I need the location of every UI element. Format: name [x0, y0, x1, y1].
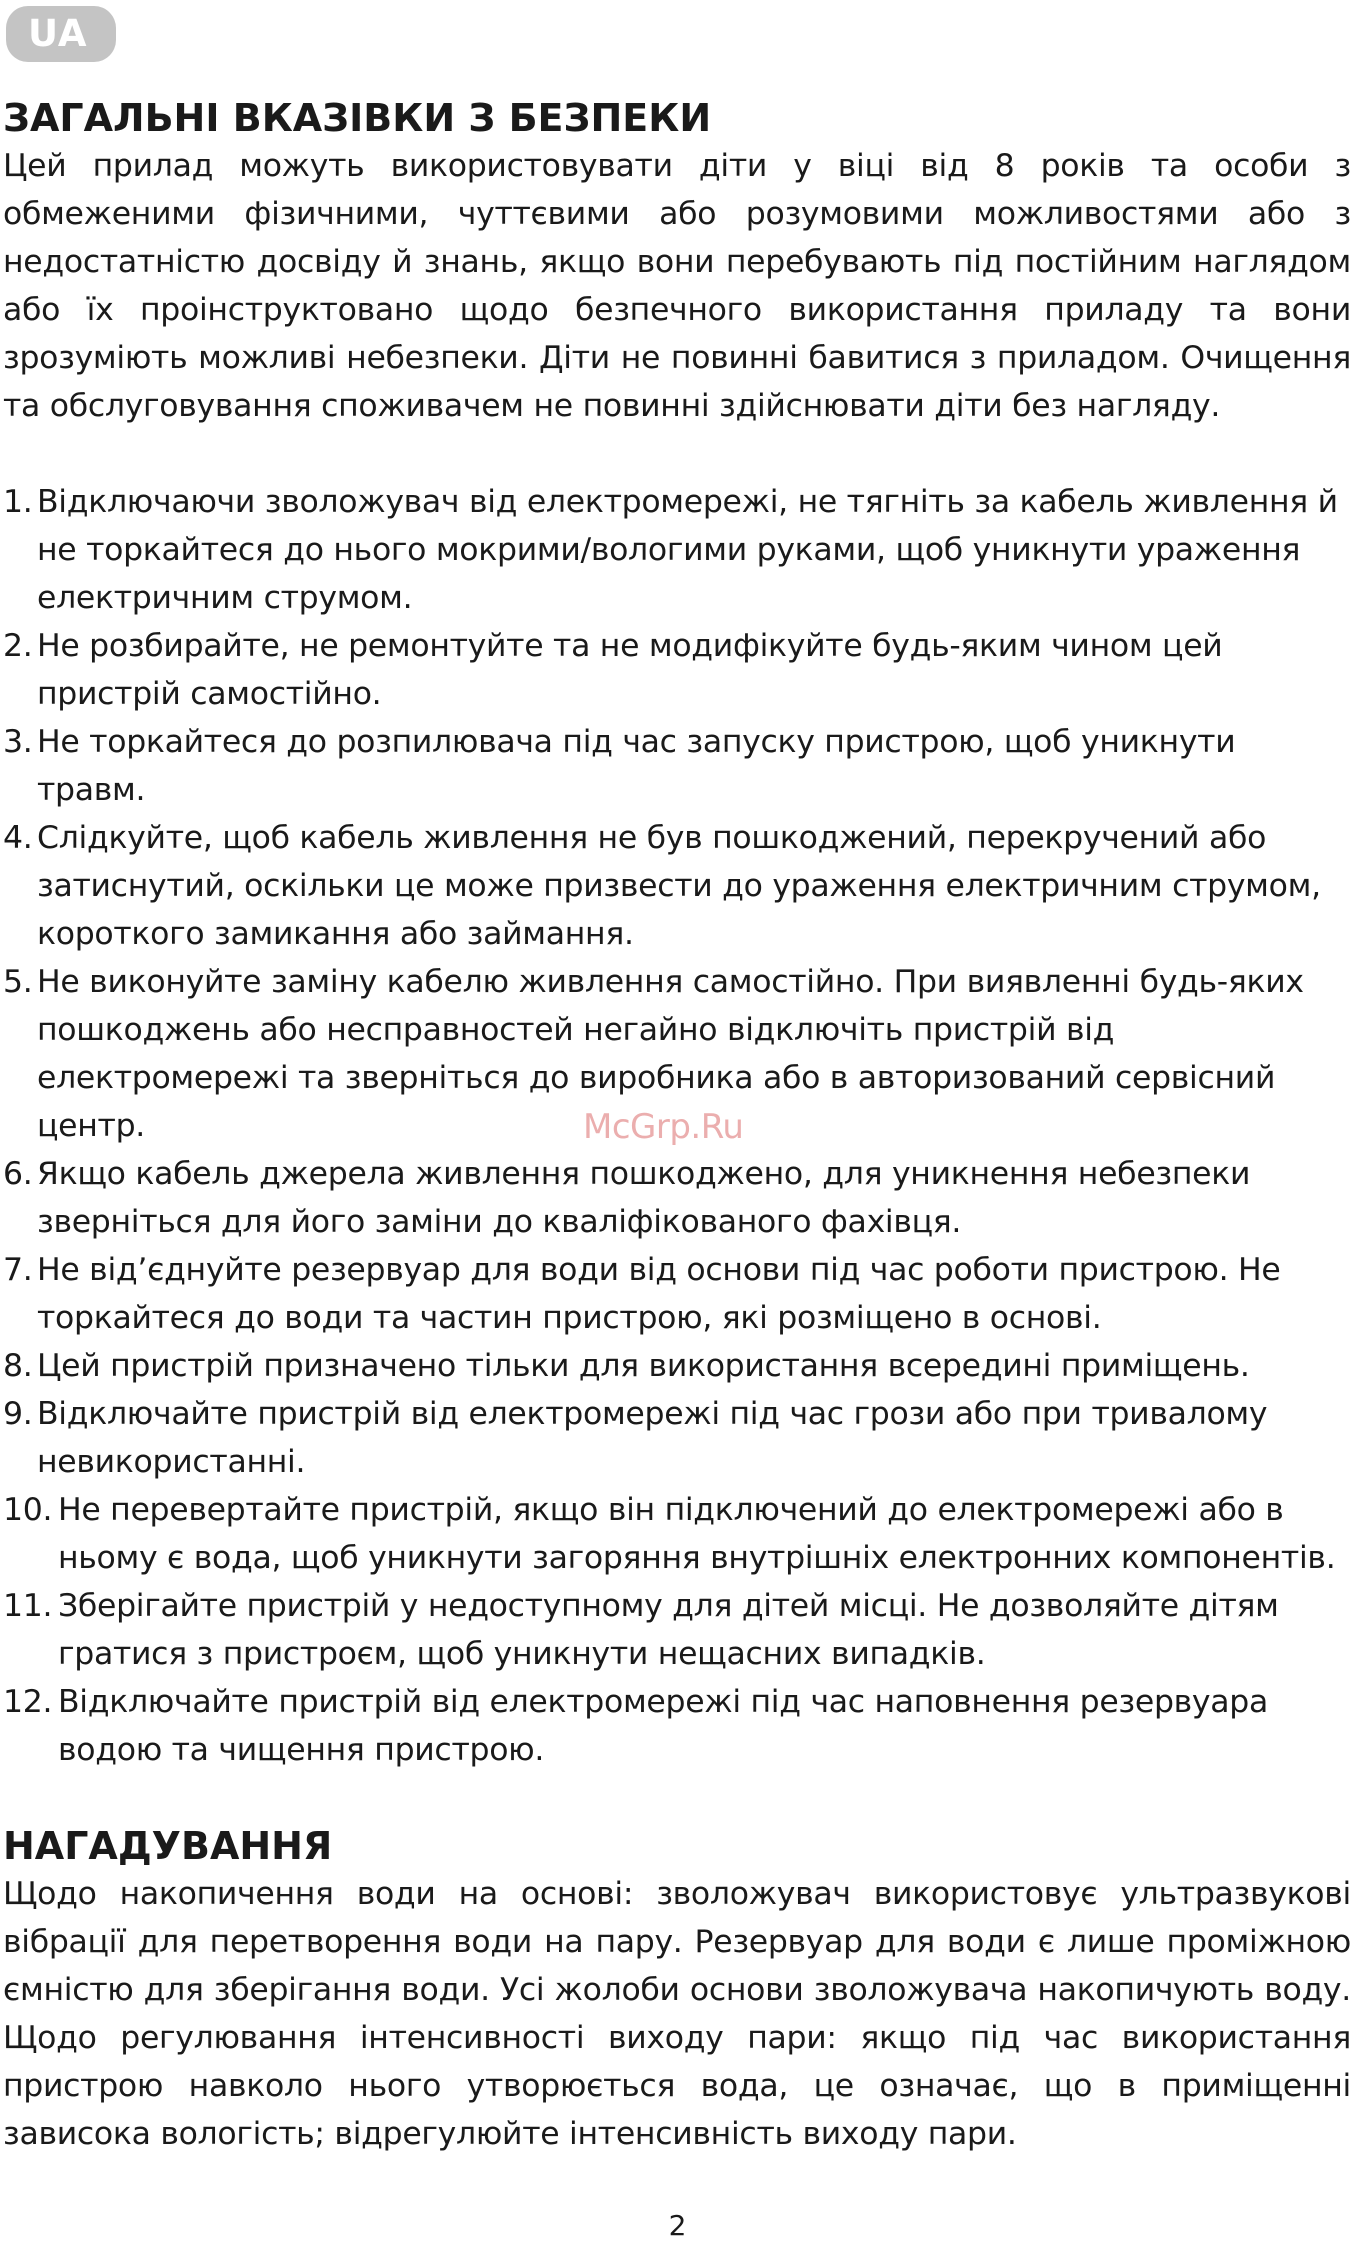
- reminder-title: НАГАДУВАННЯ: [3, 1824, 333, 1868]
- language-badge: UA: [6, 6, 116, 62]
- list-item: 2. Не розбирайте, не ремонтуйте та не модифікуйте будь-яким чином цей пристрій самостійно.: [3, 628, 1223, 712]
- page-number: 2: [668, 2209, 687, 2242]
- list-item: 6. Якщо кабель джерела живлення пошкоджено, для уникнення небезпеки зверніться для його заміни до кваліфікованого фахівця.: [3, 1156, 1251, 1240]
- list-item: 8. Цей пристрій призначено тільки для використання всередині приміщень.: [3, 1348, 1250, 1384]
- list-item: 7. Не від’єднуйте резервуар для води від основи під час роботи пристрою. Не торкайтеся до води та частин пристрою, які розміщено в основі.: [3, 1252, 1281, 1336]
- list-item: 4. Слідкуйте, щоб кабель живлення не був пошкоджений, перекручений або затиснутий, оскільки це може призвести до ураження електричним струмом, короткого замикання або займання.: [3, 820, 1321, 952]
- list-item: 12. Відключайте пристрій від електромережі під час наповнення резервуара водою та чищення пристрою.: [3, 1684, 1268, 1768]
- list-item: 5. Не виконуйте заміну кабелю живлення самостійно. При виявленні будь-яких пошкоджень або несправностей негайно відключіть пристрій від електромережі та зверніться до виробника або в авторизований сервісний центр.: [3, 964, 1304, 1144]
- list-item: 10. Не перевертайте пристрій, якщо він підключений до електромережі або в ньому є вода, щоб уникнути загоряння внутрішніх електронних компонентів.: [3, 1492, 1336, 1576]
- safety-intro: Цей прилад можуть використовувати діти у віці від 8 років та особи з обмеженими фізичними, чуттєвими або розумовими можливостями або з недостатністю досвіду й знань, якщо вони перебувають під постійним наглядом або їх проінструктовано щодо безпечного використання приладу та вони зрозуміють можливі небезпеки. Діти не повинні бавитися з приладом. Очищення та обслуговування споживачем не повинні здійснювати діти без нагляду.: [3, 148, 1351, 424]
- reminder-text: Щодо накопичення води на основі: зволожувач використовує ультразвукові вібрації для перетворення води на пару. Резервуар для води є лише проміжною ємністю для зберігання води. Усі жолоби основи зволожувача накопичують воду. Щодо регулювання інтенсивності виходу пари: якщо під час використання пристрою навколо нього утворюється вода, це означає, що в приміщенні зависока вологість; відрегулюйте інтенсивність виходу пари.: [3, 1876, 1351, 2152]
- list-item: 11. Зберігайте пристрій у недоступному для дітей місці. Не дозволяйте дітям гратися з пристроєм, щоб уникнути нещасних випадків.: [3, 1588, 1279, 1672]
- safety-title: ЗАГАЛЬНІ ВКАЗІВКИ З БЕЗПЕКИ: [3, 96, 712, 140]
- watermark: McGrp.Ru: [583, 1107, 744, 1147]
- list-item: 9. Відключайте пристрій від електромережі під час грози або при тривалому невикористанні.: [3, 1396, 1268, 1480]
- list-item: 3. Не торкайтеся до розпилювача під час запуску пристрою, щоб уникнути травм.: [3, 724, 1236, 808]
- list-item: 1. Відключаючи зволожувач від електромережі, не тягніть за кабель живлення й не торкайтеся до нього мокрими/вологими руками, щоб уникнути ураження електричним струмом.: [3, 484, 1338, 616]
